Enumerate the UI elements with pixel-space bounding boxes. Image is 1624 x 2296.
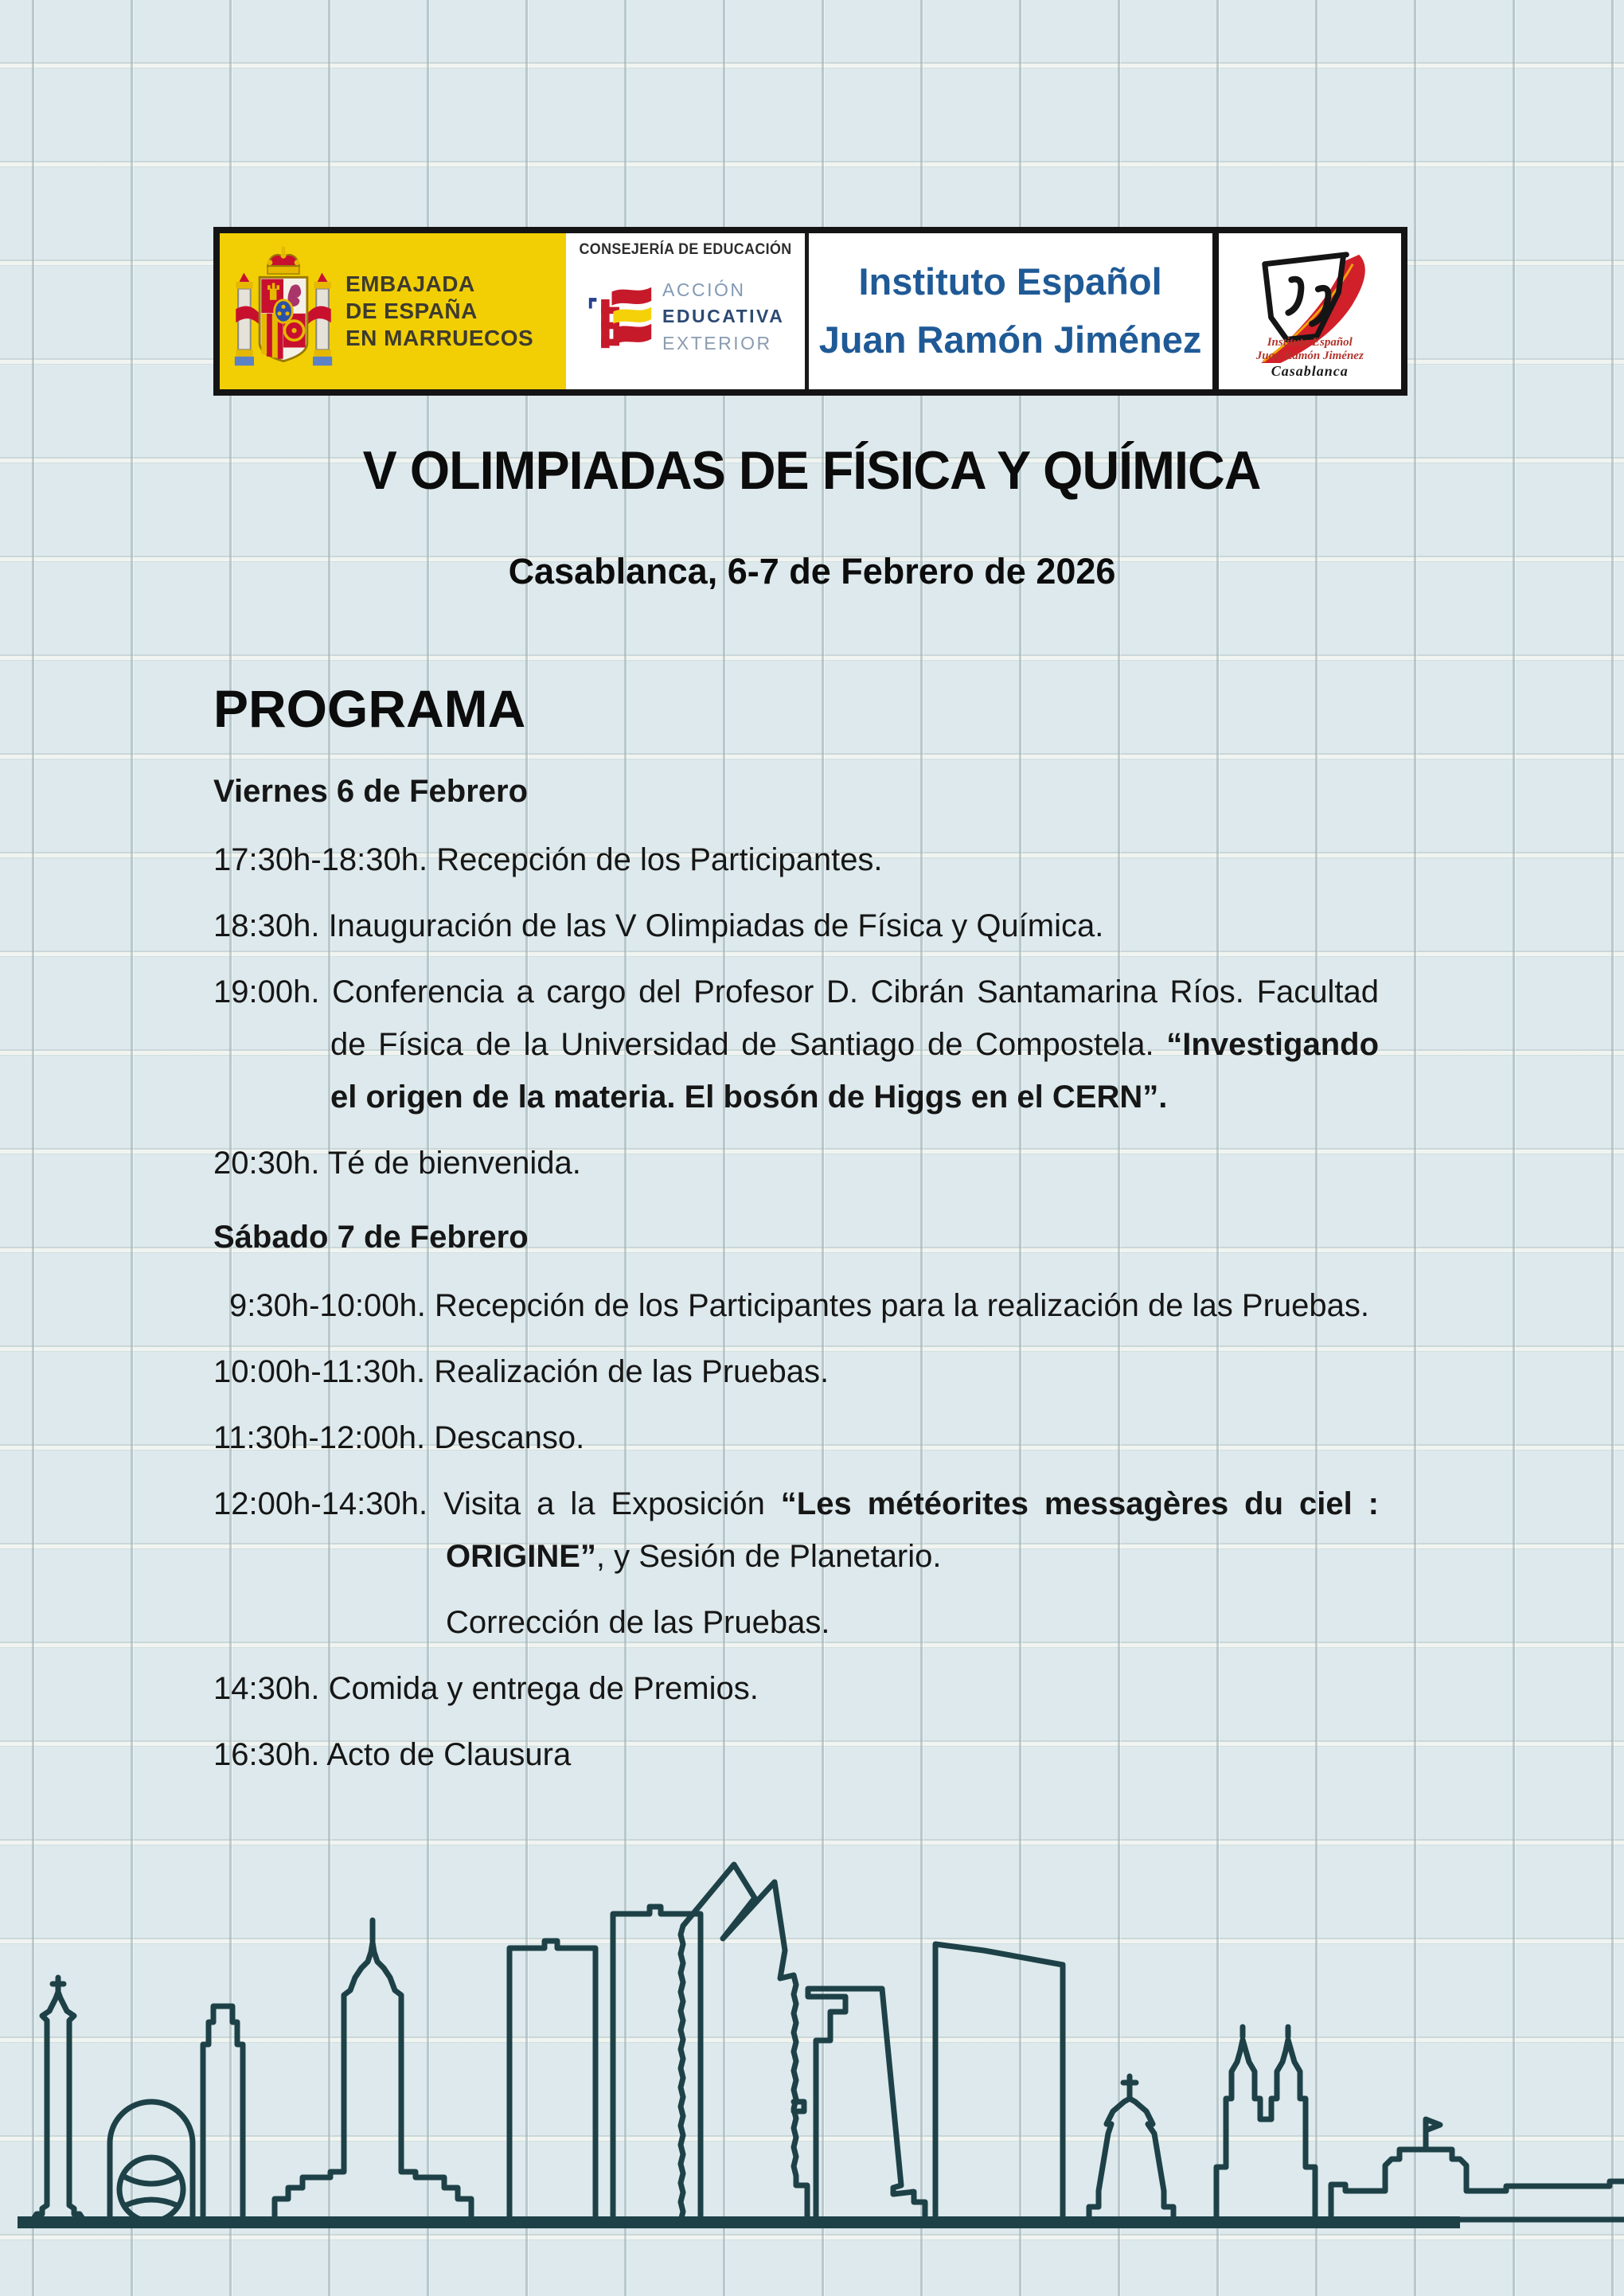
institutional-header (213, 227, 1407, 396)
casablanca-skyline (0, 1831, 1624, 2296)
program-item (213, 1345, 1379, 1398)
aee-line-2: EDUCATIVA (662, 306, 785, 327)
program-line: 10:00h-11:30h. Realización de las Pruebas. (213, 1354, 830, 1389)
spain-coat-of-arms-icon (232, 241, 334, 381)
program-line: 14:30h. Comida y entrega de Premios. (213, 1671, 759, 1706)
jrj-logo-caption (1256, 336, 1364, 379)
program-days (213, 774, 1379, 1781)
embassy-line-2: DE ESPAÑA (345, 298, 478, 323)
program-line: 16:30h. Acto de Clausura (213, 1737, 572, 1772)
page-title: V OLIMPIADAS DE FÍSICA Y QUÍMICA (363, 440, 1261, 501)
program-line: 19:00h. Conferencia a cargo del Profesor D. Cibrán Santamarina Ríos. Facultad (213, 974, 1379, 1009)
jrj-caption-line-3: Casablanca (1271, 362, 1349, 379)
program-item (213, 1412, 1379, 1464)
jrj-caption-line-1: Instituto Español (1267, 336, 1353, 349)
instituto-line-1: Instituto Español (858, 260, 1162, 303)
accion-educativa-exterior-label (662, 277, 784, 357)
program-item (213, 966, 1379, 1123)
instituto-line-2: Juan Ramón Jiménez (818, 318, 1202, 361)
program-line: de Física de la Universidad de Santiago de Compostela. “Investigando (330, 1027, 1379, 1062)
accion-educativa-flag-icon (586, 270, 654, 364)
program-item (213, 1478, 1379, 1583)
consejeria-block (566, 233, 805, 389)
program-line: 20:30h. Té de bienvenida. (213, 1146, 581, 1181)
program-line: 11:30h-12:00h. Descanso. (213, 1420, 585, 1455)
program-item (213, 900, 1379, 952)
embassy-logo-block (220, 233, 566, 389)
program-line: Corrección de las Pruebas. (446, 1605, 830, 1640)
day-title: Sábado 7 de Febrero (213, 1220, 529, 1255)
program-item (213, 1662, 1379, 1715)
program-day (213, 1220, 1379, 1781)
program-item (446, 1596, 1379, 1649)
program-line: 17:30h-18:30h. Recepción de los Participantes. (213, 842, 883, 877)
program-item (213, 834, 1379, 886)
instituto-name-block (805, 233, 1212, 389)
skyline-ground-bar (18, 2216, 1460, 2228)
program-item (213, 1728, 1379, 1781)
embassy-line-3: EN MARRUECOS (345, 326, 534, 351)
program-section (213, 678, 1379, 1794)
consejeria-title: CONSEJERÍA DE EDUCACIÓN (579, 241, 792, 258)
program-line: 12:00h-14:30h. Visita a la Exposición “Les météorites messagères du ciel : (213, 1486, 1379, 1521)
day-title: Viernes 6 de Febrero (213, 774, 528, 809)
page-subtitle: Casablanca, 6-7 de Febrero de 2026 (508, 551, 1116, 592)
embassy-name (345, 271, 533, 352)
jrj-logo-block (1212, 233, 1401, 389)
embassy-line-1: EMBAJADA (345, 271, 475, 296)
program-line: 18:30h. Inauguración de las V Olimpiadas de Física y Química. (213, 908, 1104, 943)
aee-line-1: ACCIÓN (662, 279, 746, 300)
program-line: ORIGINE”, y Sesión de Planetario. (446, 1539, 942, 1574)
program-line: 9:30h-10:00h. Recepción de los Participantes para la realización de las Pruebas. (229, 1288, 1369, 1323)
program-item (229, 1279, 1379, 1332)
program-heading: PROGRAMA (213, 679, 526, 738)
program-day (213, 774, 1379, 1189)
aee-line-3: EXTERIOR (662, 332, 772, 353)
jrj-caption-line-2: Juan Ramón Jiménez (1255, 349, 1364, 362)
program-item (213, 1137, 1379, 1189)
program-line: el origen de la materia. El bosón de Higgs en el CERN”. (330, 1080, 1168, 1115)
